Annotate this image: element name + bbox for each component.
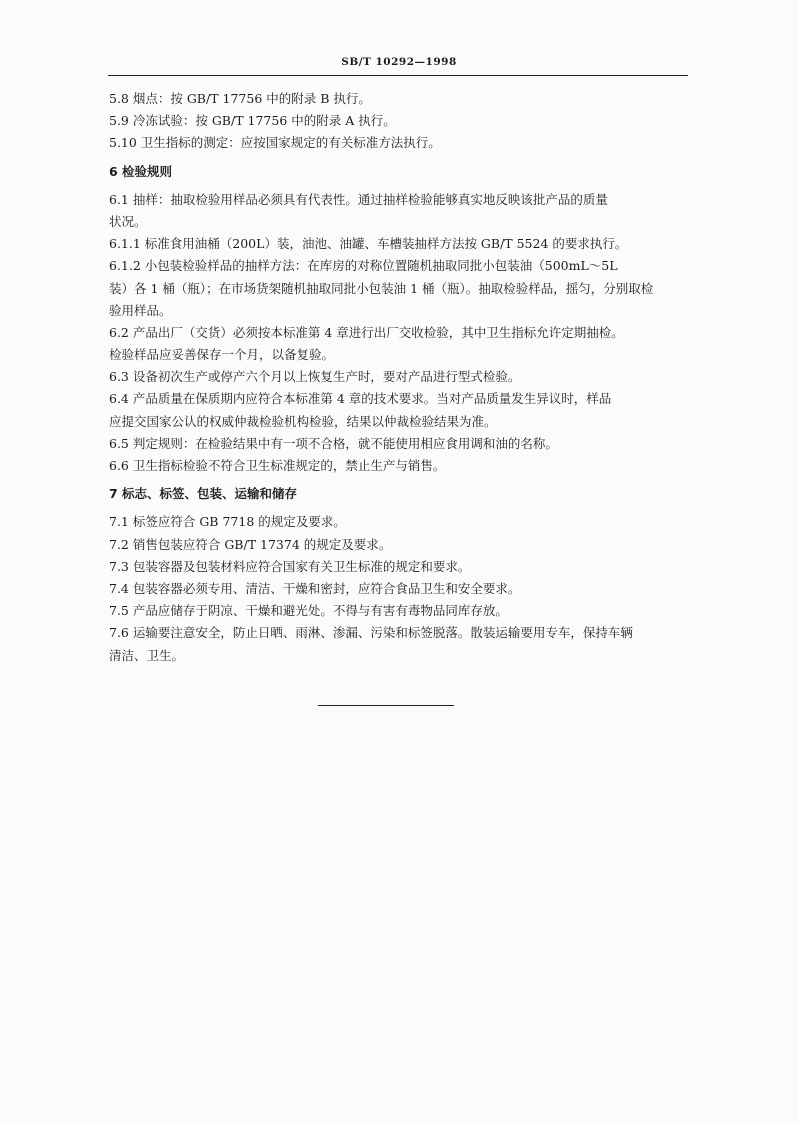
clause-6-1-1: 6.1.1 标准食用油桶（200L）装，油池、油罐、车槽装抽样方法按 GB/T 5524 的要求执行。 [109, 236, 628, 252]
page-header-code: SB/T 10292—1998 [341, 56, 457, 68]
clause-6-4-line2: 应提交国家公认的权威仲裁检验机构检验，结果以仲裁检验结果为准。 [109, 413, 497, 429]
clause-5-9: 5.9 冷冻试验：按 GB/T 17756 中的附录 A 执行。 [109, 113, 396, 129]
clause-6-2-line1: 6.2 产品出厂（交货）必须按本标准第 4 章进行出厂交收检验，其中卫生指标允许定期抽检。 [109, 324, 624, 340]
end-of-document-rule [318, 705, 454, 706]
clause-6-5: 6.5 判定规则：在检验结果中有一项不合格，就不能使用相应食用调和油的名称。 [109, 435, 558, 451]
clause-5-10: 5.10 卫生指标的测定：应按国家规定的有关标准方法执行。 [109, 135, 441, 151]
clause-7-2: 7.2 销售包装应符合 GB/T 17374 的规定及要求。 [109, 536, 392, 552]
section-7-heading: 7 标志、标签、包装、运输和储存 [109, 486, 298, 502]
clause-6-1-line2: 状况。 [109, 213, 147, 229]
clause-7-1: 7.1 标签应符合 GB 7718 的规定及要求。 [109, 514, 346, 530]
clause-6-2-line2: 检验样品应妥善保存一个月，以备复验。 [109, 347, 335, 363]
clause-6-1-line1: 6.1 抽样：抽取检验用样品必须具有代表性。通过抽样检验能够真实地反映该批产品的质量 [109, 191, 608, 207]
clause-6-1-2-line1: 6.1.2 小包装检验样品的抽样方法：在库房的对称位置随机抽取同批小包装油（500mL～5L [109, 258, 618, 274]
clause-7-6-line2: 清洁、卫生。 [109, 647, 185, 663]
clause-7-5: 7.5 产品应储存于阴凉、干燥和避光处。不得与有害有毒物品同库存放。 [109, 603, 508, 619]
header-rule [108, 75, 688, 76]
section-6-heading: 6 检验规则 [109, 163, 173, 179]
clause-7-3: 7.3 包装容器及包装材料应符合国家有关卫生标准的规定和要求。 [109, 558, 471, 574]
clause-5-8: 5.8 烟点：按 GB/T 17756 中的附录 B 执行。 [109, 91, 371, 106]
clause-6-4-line1: 6.4 产品质量在保质期内应符合本标准第 4 章的技术要求。当对产品质量发生异议时，样品 [109, 391, 612, 407]
clause-6-6: 6.6 卫生指标检验不符合卫生标准规定的，禁止生产与销售。 [109, 458, 446, 473]
clause-6-3: 6.3 设备初次生产或停产六个月以上恢复生产时，要对产品进行型式检验。 [109, 369, 521, 385]
clause-6-1-2-line2: 装）各 1 桶（瓶）；在市场货架随机抽取同批小包装油 1 桶（瓶）。抽取检验样品，摇匀，分别取检 [109, 280, 654, 296]
document-body [109, 88, 689, 667]
clause-7-4: 7.4 包装容器必须专用、清洁、干燥和密封，应符合食品卫生和安全要求。 [109, 580, 521, 596]
clause-6-1-2-line3: 验用样品。 [109, 302, 172, 318]
clause-7-6-line1: 7.6 运输要注意安全，防止日晒、雨淋、渗漏、污染和标签脱落。散装运输要用专车，保持车辆 [109, 625, 633, 641]
